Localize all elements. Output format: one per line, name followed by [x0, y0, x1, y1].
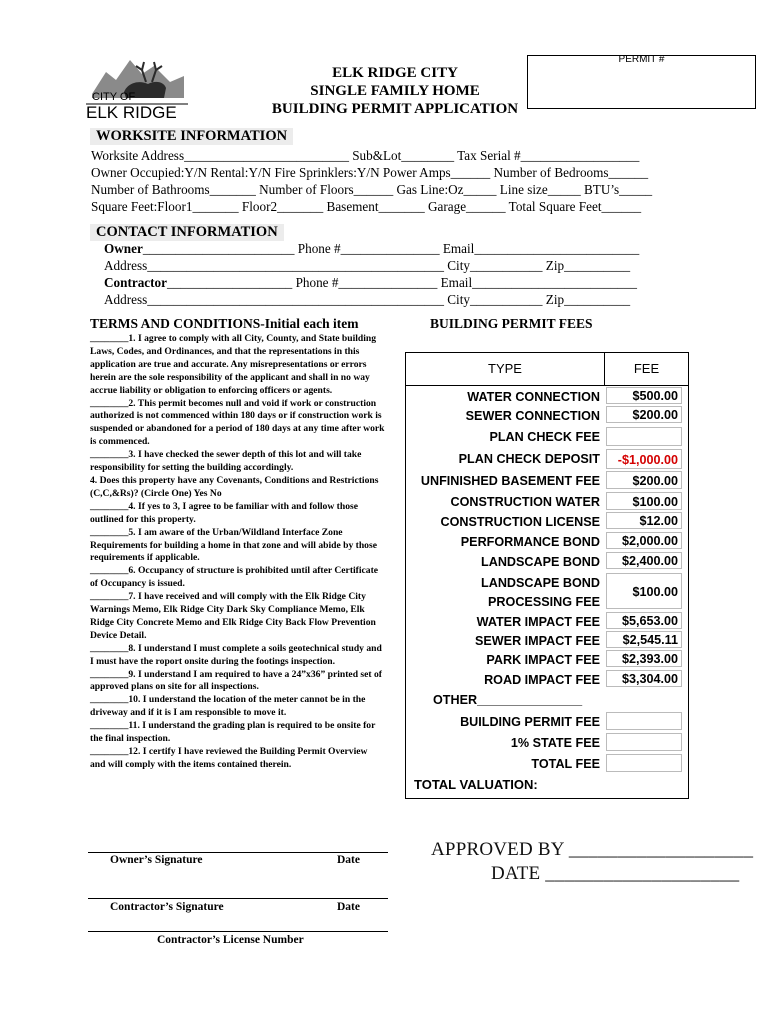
fee-value[interactable]: $500.00 — [606, 387, 682, 404]
fee-value[interactable]: $5,653.00 — [606, 612, 682, 629]
contractor-line[interactable] — [104, 275, 637, 291]
fee-row — [406, 405, 688, 424]
col-fee: FEE — [633, 361, 660, 376]
fee-row — [406, 732, 688, 752]
fee-row — [406, 386, 688, 405]
col-type: TYPE — [488, 361, 522, 376]
fee-type-label: ROAD IMPACT FEE — [484, 673, 600, 687]
fee-type-label: LANDSCAPE BOND — [481, 576, 600, 590]
fee-value[interactable]: $12.00 — [606, 512, 682, 529]
fee-row — [406, 448, 688, 470]
term-item[interactable]: ________4. If yes to 3, I agree to be familiar with and follow those outlined for this property. — [90, 500, 358, 525]
fee-type-label: PLAN CHECK DEPOSIT — [458, 452, 600, 466]
fee-type-label: OTHER_______________ — [433, 693, 583, 707]
fee-value[interactable]: $100.00 — [606, 492, 682, 510]
fee-type-label: LANDSCAPE BOND — [481, 555, 600, 569]
fee-type-label: 1% STATE FEE — [510, 736, 600, 750]
fee-row — [406, 611, 688, 630]
fee-row — [406, 711, 688, 731]
fee-type-label: PLAN CHECK FEE — [489, 430, 600, 444]
fee-value[interactable] — [606, 712, 682, 730]
term-item[interactable]: 4. Does this property have any Covenants, Conditions and Restrictions (C,C,&Rs)? (Circle One) Yes No — [90, 474, 379, 499]
fee-value[interactable] — [606, 690, 682, 709]
term-item[interactable]: ________9. I understand I am required to have a 24”x36” printed set of approved plans on site for all inspections. — [90, 668, 383, 693]
term-item[interactable]: ________12. I certify I have reviewed the Building Permit Overview and will comply with the items contained therein. — [90, 746, 368, 770]
fee-type-label: WATER IMPACT FEE — [476, 615, 600, 629]
permit-number-field[interactable] — [527, 55, 756, 109]
fee-value[interactable]: $3,304.00 — [606, 670, 682, 687]
fees-table-header — [406, 353, 688, 386]
fee-type-label: SEWER IMPACT FEE — [474, 634, 600, 648]
fee-row — [406, 753, 688, 773]
title-home: SINGLE FAMILY HOME — [310, 83, 480, 99]
owner-label: Owner — [104, 241, 143, 256]
logo-city-of: CITY OF — [92, 91, 136, 103]
fee-type-label: PARK IMPACT FEE — [486, 653, 600, 667]
fee-row — [406, 470, 688, 490]
fee-row — [406, 426, 688, 447]
terms-title: TERMS AND CONDITIONS-Initial each item — [90, 316, 359, 331]
term-item[interactable]: ________10. I understand the location of the meter cannot be in the driveway and if it is I am responsible to move it. — [90, 694, 366, 719]
fee-row — [406, 551, 688, 570]
terms-list — [90, 333, 385, 772]
contractor-signature-line[interactable] — [88, 898, 388, 899]
fee-type-label: BUILDING PERMIT FEE — [460, 715, 600, 729]
fee-row — [406, 491, 688, 511]
approval-date[interactable]: DATE ____________________ — [491, 863, 740, 884]
approval-block — [431, 838, 753, 886]
fee-value[interactable]: $100.00 — [606, 573, 682, 609]
fee-row — [406, 572, 688, 610]
fee-value[interactable] — [606, 733, 682, 751]
fee-row — [406, 689, 688, 710]
form-title — [230, 64, 560, 118]
owner-line[interactable] — [104, 241, 639, 257]
license-line[interactable] — [88, 931, 388, 932]
contractor-label: Contractor — [104, 275, 167, 290]
contractor-fields[interactable]: ___________________ Phone #_______________ Email_________________________ — [166, 275, 637, 290]
contractor-address-line[interactable]: Address_____________________________________________ City___________ Zip__________ — [104, 292, 631, 307]
fee-value[interactable]: $2,400.00 — [606, 552, 682, 569]
fees-title: BUILDING PERMIT FEES — [430, 316, 593, 331]
fee-value[interactable] — [606, 754, 682, 772]
license-label: Contractor’s License Number — [157, 934, 304, 946]
owner-date-label: Date — [337, 854, 360, 866]
fee-value[interactable]: $2,393.00 — [606, 650, 682, 667]
logo-elk-ridge: ELK RIDGE — [86, 103, 177, 122]
fee-value[interactable]: $2,545.11 — [606, 631, 682, 648]
total-valuation[interactable]: TOTAL VALUATION: — [414, 777, 538, 792]
elk-ridge-logo — [84, 52, 192, 122]
term-item[interactable]: ________1. I agree to comply with all City, County, and State building Laws, Codes, and Ordinances, and that the representations in this application are true and accurate. Any misrepresentations or errors herein are the sole responsibility of the applicant and shall in no way accrue liability or obligation to enforcing officers or agents. — [90, 333, 377, 396]
owner-address-line[interactable]: Address_____________________________________________ City___________ Zip__________ — [104, 258, 631, 273]
owner-signature-line[interactable] — [88, 852, 388, 853]
title-application: BUILDING PERMIT APPLICATION — [271, 101, 519, 117]
fee-value[interactable] — [606, 427, 682, 446]
fees-table — [405, 352, 689, 799]
term-item[interactable]: ________5. I am aware of the Urban/Wildland Interface Zone Requirements for building a home in that zone and will abide by those requirements if applicable. — [90, 526, 377, 564]
fee-row — [406, 630, 688, 649]
worksite-section-title: WORKSITE INFORMATION — [90, 128, 293, 145]
term-item[interactable]: ________3. I have checked the sewer depth of this lot and will take responsibility for setting the building accordingly. — [90, 449, 362, 474]
contractor-date-label: Date — [337, 901, 360, 913]
approved-by[interactable]: APPROVED BY ___________________ — [431, 839, 754, 860]
worksite-line-1[interactable]: Worksite Address_________________________ Sub&Lot________ Tax Serial #__________________ — [91, 148, 640, 163]
title-city: ELK RIDGE CITY — [332, 65, 458, 81]
contact-section-title: CONTACT INFORMATION — [90, 224, 284, 241]
term-item[interactable]: ________11. I understand the grading plan is required to be onsite for the final inspection. — [90, 720, 376, 745]
fee-value[interactable]: -$1,000.00 — [606, 449, 682, 469]
permit-label: PERMIT # — [618, 54, 665, 65]
worksite-line-4[interactable]: Square Feet:Floor1_______ Floor2_______ Basement_______ Garage______ Total Square Feet______ — [91, 199, 642, 214]
fee-type-label: TOTAL FEE — [531, 757, 600, 771]
fee-value[interactable]: $200.00 — [606, 406, 682, 423]
fee-type-label: UNFINISHED BASEMENT FEE — [420, 474, 600, 488]
owner-fields[interactable]: _______________________ Phone #_______________ Email_________________________ — [142, 241, 640, 256]
fee-row — [406, 669, 688, 688]
contractor-signature-label: Contractor’s Signature — [110, 901, 224, 913]
fee-value[interactable]: $200.00 — [606, 471, 682, 489]
fee-type-label: PERFORMANCE BOND — [460, 535, 600, 549]
fee-type-label: CONSTRUCTION WATER — [450, 495, 600, 509]
fee-type-label: SEWER CONNECTION — [465, 409, 600, 423]
worksite-line-3[interactable]: Number of Bathrooms_______ Number of Floors______ Gas Line:Oz_____ Line size_____ BTU’s_____ — [91, 182, 653, 197]
fee-type-label-cont: PROCESSING FEE — [488, 595, 600, 609]
fee-row — [406, 649, 688, 668]
fee-type-label: CONSTRUCTION LICENSE — [440, 515, 600, 529]
fee-row — [406, 511, 688, 530]
fee-type-label: WATER CONNECTION — [467, 390, 600, 404]
worksite-line-2[interactable]: Owner Occupied:Y/N Rental:Y/N Fire Sprinklers:Y/N Power Amps______ Number of Bedrooms______ — [91, 165, 649, 180]
owner-signature-label: Owner’s Signature — [110, 854, 203, 866]
fee-value[interactable]: $2,000.00 — [606, 532, 682, 549]
term-item[interactable]: ________6. Occupancy of structure is prohibited until after Certificate of Occupancy is issued. — [90, 565, 379, 590]
term-item[interactable]: ________2. This permit becomes null and void if work or construction authorized is not commenced within 180 days or if construction work is suspended or abandoned for a period of 180 days at any time after work is commenced. — [90, 397, 385, 448]
fee-row — [406, 531, 688, 550]
term-item[interactable]: ________8. I understand I must complete a soils geotechnical study and I must have the roport onsite during the footings inspection. — [90, 642, 382, 667]
term-item[interactable]: ________7. I have received and will comply with the Elk Ridge City Warnings Memo, Elk Ridge City Dark Sky Compliance Memo, Elk Ridge City Concrete Memo and Elk Ridge City Back Flow Prevention Device Detail. — [90, 591, 376, 641]
